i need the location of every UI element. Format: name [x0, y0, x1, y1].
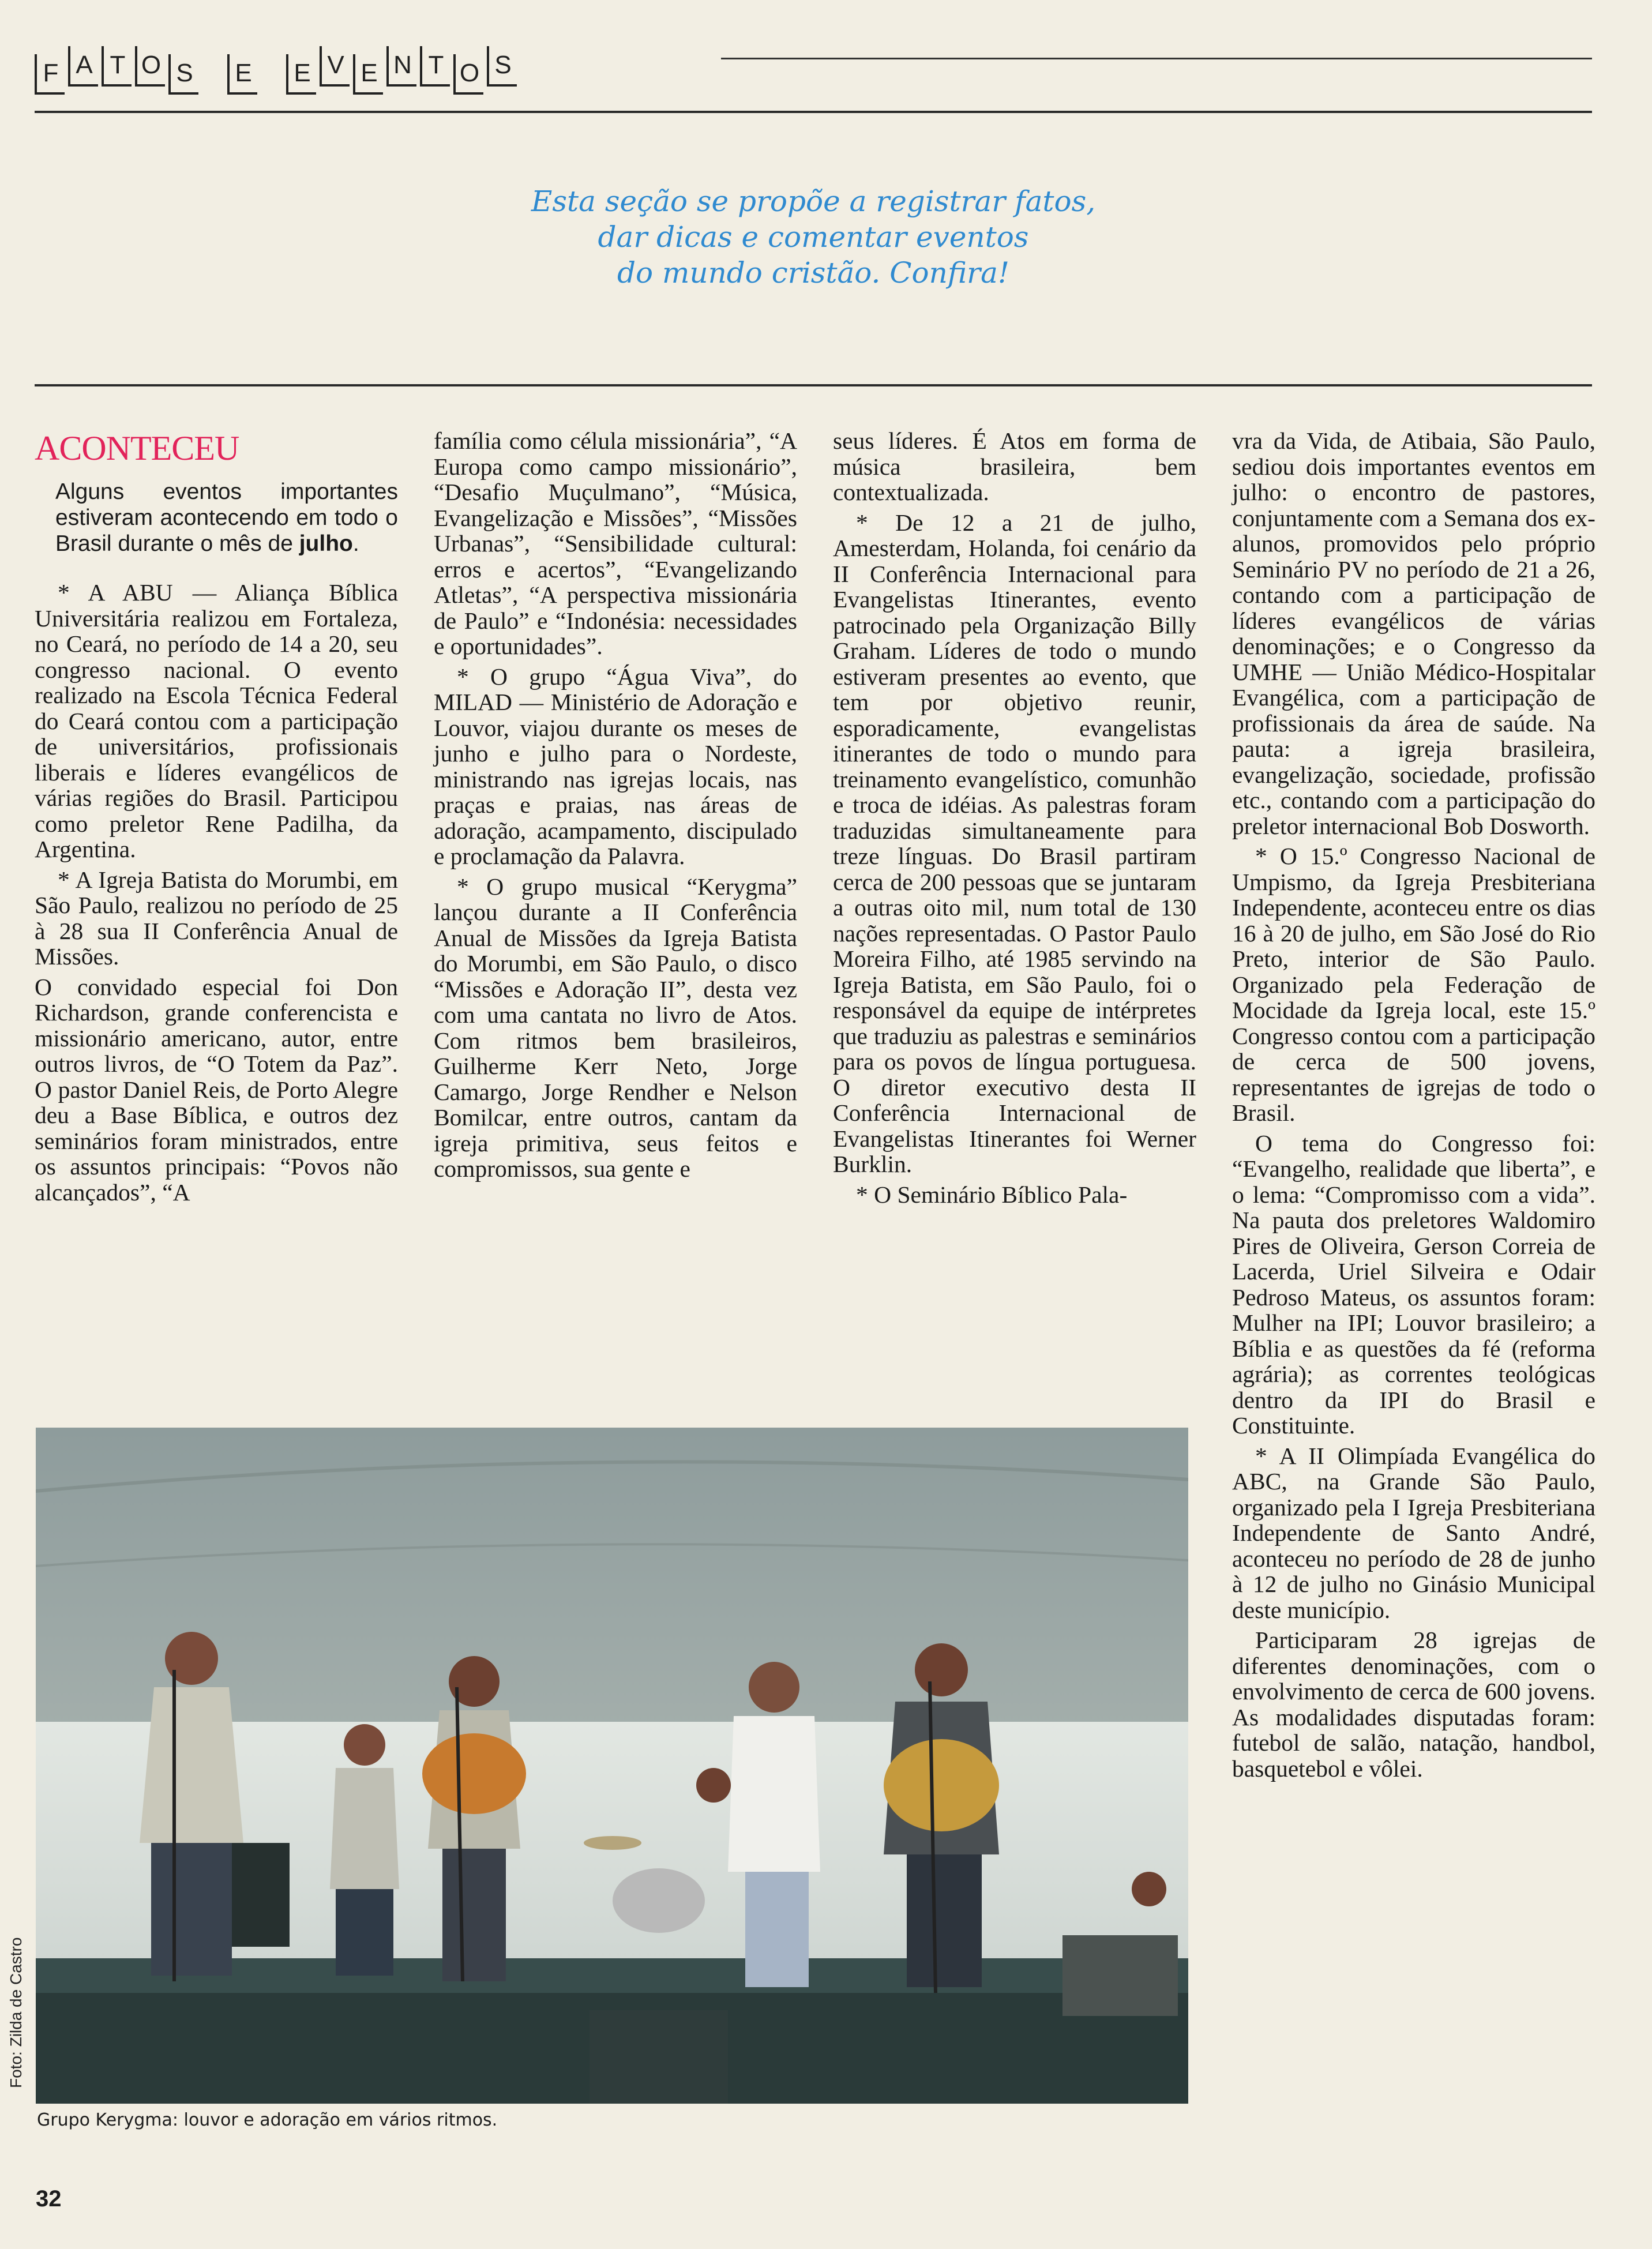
paragraph: O convidado especial foi Don Richardson, grande conferencista e missionário americano, autor, entre outros livros, de “O Totem da Paz”. O pastor Daniel Reis, de Porto Alegre deu a Base Bíblica, e outros dez seminários foram ministrados, entre os assuntos principais: “Povos não alcançados”, “A — [35, 973, 398, 1206]
article-column-1 — [35, 428, 398, 1205]
masthead-letter: O — [453, 54, 483, 95]
paragraph: * A Igreja Batista do Morumbi, em São Paulo, realizou no período de 25 à 28 sua II Conferência Anual de Missões. — [35, 866, 398, 970]
masthead-letter: E — [286, 54, 316, 95]
intro-line: Esta seção se propõe a registrar fatos, — [531, 185, 1096, 218]
masthead-letter: A — [68, 46, 98, 87]
paragraph: O tema do Congresso foi: “Evangelho, realidade que liberta”, e o lema: “Compromisso com a vida”. Na pauta dos preletores Waldomiro Pires de Oliveira, Gerson Correia de Lacerda, Uriel Silveira e Odair Pedroso Mateus, os assuntos foram: Mulher na IPI; Louvor brasileiro; a Bíblia e as questões da fé (reforma agrária); as correntes teológicas dentro da IPI do Brasil e Constituinte. — [1232, 1129, 1595, 1439]
paragraph: família como célula missionária”, “A Europa como campo missionário”, “Desafio Muçulmano”, “Música, Evangelização e Missões”, “Missões Urbanas”, “Sensibilidade cultural: erros e acertos”, “Evangelizando Atletas”, “A perspectiva missionária de Paulo” e “Indonésia: necessidades e oportunidades”. — [434, 427, 797, 659]
intro-line: dar dicas e comentar eventos — [598, 220, 1029, 254]
article-column-2 — [434, 428, 797, 1182]
masthead-letter: F — [35, 54, 65, 95]
article-heading: ACONTECEU — [35, 429, 239, 467]
paragraph: Participaram 28 igrejas de diferentes denominações, com o envolvimento de cerca de 600 jovens. As modalidades disputadas foram: futebol de salão, natação, handbol, basquetebol e vôlei. — [1232, 1627, 1595, 1782]
masthead-letter: N — [386, 46, 416, 87]
paragraph: * A ABU — Aliança Bíblica Universitária realizou em Fortaleza, no Ceará, no período de 14 a 20, seu congresso nacional. O evento realizado na Escola Técnica Federal do Ceará contou com a participação de universitários, profissionais liberais e líderes evangélicos de várias regiões do Brasil. Participou como preletor Rene Padilha, da Argentina. — [35, 579, 398, 862]
intro-line: do mundo cristão. Confira! — [617, 256, 1009, 290]
paragraph: * O grupo musical “Kerygma” lançou durante a II Conferência Anual de Missões da Igreja Batista do Morumbi, em São Paulo, o disco “Missões e Adoração II”, desta vez com uma cantata no livro de Atos. Com ritmos bem brasileiros, Guilherme Kerr Neto, Jorge Camargo, Jorge Rendher e Nelson Bomilcar, entre outros, cantam da igreja primitiva, seus feitos e compromissos, sua gente e — [434, 873, 797, 1182]
photo-credit: Foto: Zilda de Castro — [7, 1937, 25, 2088]
masthead-letter: O — [135, 46, 165, 87]
intro-divider — [35, 384, 1592, 386]
section-intro — [438, 183, 1188, 291]
article-column-4 — [1232, 428, 1595, 1781]
masthead-letter: S — [487, 46, 517, 87]
paragraph: * O grupo “Água Viva”, do MILAD — Ministério de Adoração e Louvor, viajou durante os meses de junho e julho para o Nordeste, ministrando nas igrejas locais, nas praças e praias, nas áreas de adoração, acampamento, discipulado e proclamação da Palavra. — [434, 663, 797, 869]
paragraph: seus líderes. É Atos em forma de música brasileira, bem contextualizada. — [833, 427, 1196, 505]
section-masthead — [35, 47, 520, 95]
article-lead: Alguns eventos importantes estiveram acontecendo em todo o Brasil durante o mês de julho. — [55, 479, 398, 556]
paragraph: * O Seminário Bíblico Pala- — [856, 1181, 1128, 1208]
masthead-letter: E — [353, 54, 383, 95]
paragraph: * A II Olimpíada Evangélica do ABC, na Grande São Paulo, organizado pela I Igreja Presbiteriana Independente de Santo André, aconteceu no período de 28 de junho à 12 de julho no Ginásio Municipal deste município. — [1232, 1442, 1595, 1623]
paragraph: * O 15.º Congresso Nacional de Umpismo, da Igreja Presbiteriana Independente, aconteceu entre os dias 16 à 20 de julho, em São José do Rio Preto, interior de São Paulo. Organizado pela Federação de Mocidade da Igreja local, este 15.º Congresso contou com a participação de cerca de 500 jovens, representantes de igrejas de todo o Brasil. — [1232, 843, 1595, 1126]
band-photo — [36, 1428, 1188, 2104]
photo-caption: Grupo Kerygma: louvor e adoração em vários ritmos. — [37, 2110, 498, 2130]
paragraph: vra da Vida, de Atibaia, São Paulo, sediou dois importantes eventos em julho: o encontro de pastores, conjuntamente com a Semana dos ex-alunos, promovidos pelo próprio Seminário PV no período de 21 a 26, contando com a participação de líderes evangélicos de várias denominações; e o Congresso da UMHE — União Médico-Hospitalar Evangélica, com a participação de profissionais da área de saúde. Na pauta: a igreja brasileira, evangelização, sociedade, profissão etc., contando com a participação do preletor internacional Bob Dosworth. — [1232, 427, 1595, 839]
masthead-rule — [721, 58, 1592, 59]
masthead-letter: T — [102, 46, 132, 87]
masthead-letter: V — [320, 46, 350, 87]
masthead-letter: T — [420, 46, 450, 87]
top-divider — [35, 111, 1592, 113]
page-number: 32 — [36, 2186, 62, 2212]
masthead-letter: S — [168, 54, 198, 95]
article-column-3 — [833, 428, 1196, 1207]
paragraph: * De 12 a 21 de julho, Amesterdam, Holanda, foi cenário da II Conferência Internacional para Evangelistas Itinerantes, evento patrocinado pela Organização Billy Graham. Líderes de todo o mundo estiveram presentes ao evento, que tem por objetivo reunir, esporadicamente, evangelistas itinerantes de todo o mundo para treinamento evangelístico, comunhão e troca de idéias. As palestras foram traduzidas simultaneamente para treze línguas. Do Brasil partiram cerca de 200 pessoas que se juntaram a outras oito mil, num total de 130 nações representadas. O Pastor Paulo Moreira Filho, até 1985 servindo na Igreja Batista, em São Paulo, foi o responsável da equipe de intérpretes que traduziu as palestras e seminários para os povos de língua portuguesa. O diretor executivo desta II Conferência Internacional de Evangelistas Itinerantes foi Werner Burklin. — [833, 509, 1196, 1177]
masthead-letter: E — [227, 54, 257, 95]
